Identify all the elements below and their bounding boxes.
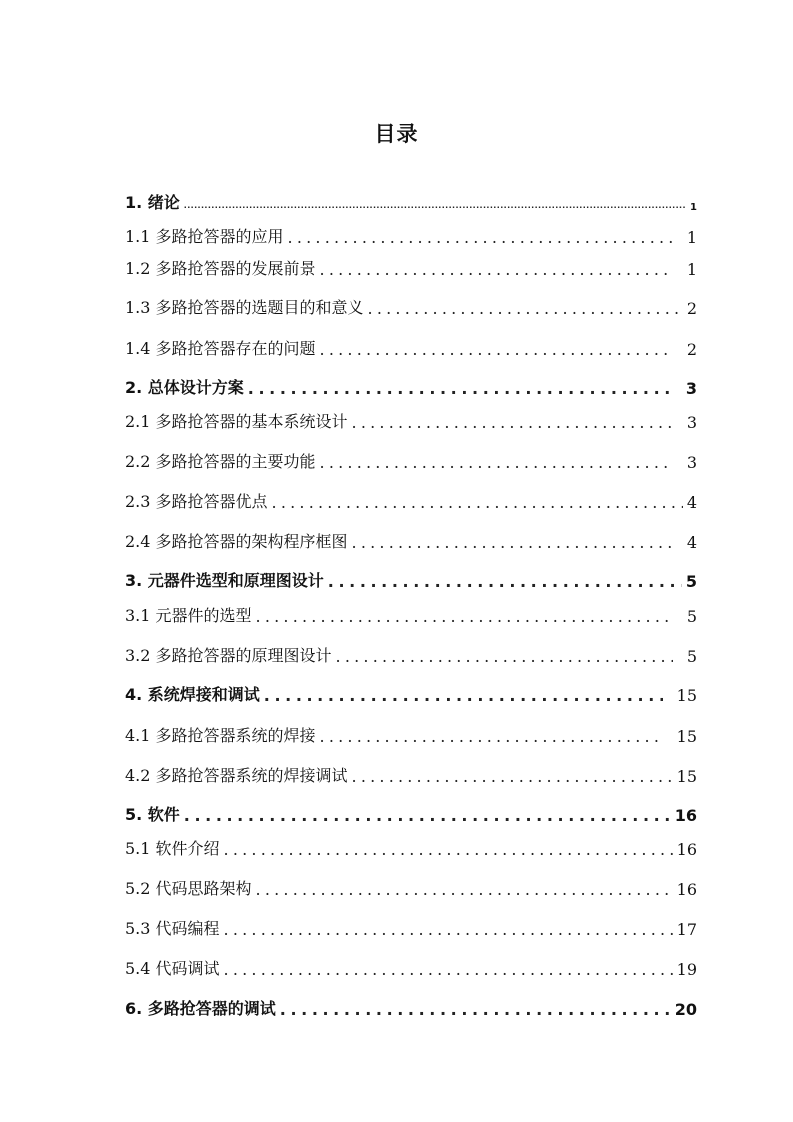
- toc-entry-5-3[interactable]: [125, 916, 697, 939]
- toc-entry-page: 15: [676, 767, 697, 786]
- dot-leader: [288, 228, 673, 247]
- toc-entry-label: 2.3 多路抢答器优点: [125, 492, 268, 511]
- toc-entry-label: 1.3 多路抢答器的选题目的和意义: [125, 298, 364, 317]
- toc-entry-1-3[interactable]: [125, 295, 697, 318]
- toc-entry-5-1[interactable]: [125, 836, 697, 859]
- toc-entry-label: 1.2 多路抢答器的发展前景: [125, 259, 316, 278]
- dot-leader: [224, 840, 673, 859]
- toc-entry-label: 3. 元器件选型和原理图设计: [125, 571, 324, 590]
- toc-entry-page: 2: [686, 299, 697, 318]
- toc-entry-2[interactable]: [125, 375, 697, 398]
- toc-entry-2-1[interactable]: [125, 409, 697, 432]
- toc-entry-page: 16: [676, 880, 697, 899]
- toc-entry-page: 3: [685, 379, 697, 398]
- toc-entry-label: 4. 系统焊接和调试: [125, 685, 260, 704]
- toc-entry-1[interactable]: [125, 190, 697, 213]
- dot-leader: [224, 960, 673, 979]
- toc-entry-1-1[interactable]: [125, 224, 697, 247]
- toc-entry-page: 16: [674, 806, 697, 825]
- toc-entry-1-4[interactable]: [125, 336, 697, 359]
- dot-leader: [256, 607, 673, 626]
- toc-entry-2-2[interactable]: [125, 449, 697, 472]
- toc-entry-4-2[interactable]: [125, 763, 697, 786]
- toc-entry-6[interactable]: [125, 996, 697, 1019]
- toc-entry-label: 4.2 多路抢答器系统的焊接调试: [125, 766, 348, 785]
- toc-entry-2-4[interactable]: [125, 529, 697, 552]
- dot-leader: [184, 201, 686, 210]
- toc-entry-4-1[interactable]: [125, 723, 697, 746]
- toc-entry-page: 4: [686, 493, 697, 512]
- toc-entry-3-1[interactable]: [125, 603, 697, 626]
- dot-leader: [184, 806, 671, 825]
- toc-entry-label: 1.1 多路抢答器的应用: [125, 227, 284, 246]
- toc-entry-label: 2. 总体设计方案: [125, 378, 244, 397]
- toc-entry-page: 1: [686, 228, 697, 247]
- toc-entry-page: 5: [685, 572, 697, 591]
- toc-entry-4[interactable]: [125, 682, 697, 705]
- toc-entry-label: 2.4 多路抢答器的架构程序框图: [125, 532, 348, 551]
- dot-leader: [352, 533, 673, 552]
- dot-leader: [352, 767, 673, 786]
- toc-entry-page: 1: [690, 202, 697, 213]
- toc-entry-3-2[interactable]: [125, 643, 697, 666]
- toc-entry-page: 15: [676, 686, 697, 705]
- dot-leader: [336, 647, 673, 666]
- toc-entry-5-4[interactable]: [125, 956, 697, 979]
- toc-entry-label: 3.2 多路抢答器的原理图设计: [125, 646, 332, 665]
- toc-entry-page: 4: [686, 533, 697, 552]
- toc-entry-label: 1.4 多路抢答器存在的问题: [125, 339, 316, 358]
- dot-leader: [256, 880, 673, 899]
- dot-leader: [248, 379, 672, 398]
- toc-entry-5[interactable]: [125, 802, 697, 825]
- toc-entry-page: 20: [674, 1000, 697, 1019]
- toc-title: 目录: [374, 122, 419, 146]
- toc-entry-page: 16: [676, 840, 697, 859]
- toc-entry-label: 1. 绪论: [125, 193, 180, 212]
- toc-entry-label: 5.2 代码思路架构: [125, 879, 252, 898]
- toc-entry-page: 5: [686, 607, 697, 626]
- toc-entry-label: 2.1 多路抢答器的基本系统设计: [125, 412, 348, 431]
- toc-entry-page: 2: [686, 340, 697, 359]
- toc-entry-page: 15: [676, 727, 697, 746]
- toc-entry-label: 5.1 软件介绍: [125, 839, 220, 858]
- dot-leader: [328, 572, 682, 591]
- toc-entry-page: 3: [686, 453, 697, 472]
- toc-entry-page: 5: [686, 647, 697, 666]
- dot-leader: [320, 260, 673, 279]
- toc-entry-page: 3: [686, 413, 697, 432]
- toc-entry-label: 4.1 多路抢答器系统的焊接: [125, 726, 316, 745]
- toc-entry-label: 5.4 代码调试: [125, 959, 220, 978]
- dot-leader: [264, 686, 663, 705]
- dot-leader: [224, 920, 673, 939]
- dot-leader: [320, 727, 663, 746]
- toc-entry-2-3[interactable]: [125, 489, 697, 512]
- dot-leader: [280, 1000, 671, 1019]
- toc-entry-3[interactable]: [125, 568, 697, 591]
- dot-leader: [320, 340, 673, 359]
- toc-entry-5-2[interactable]: [125, 876, 697, 899]
- toc-entry-label: 2.2 多路抢答器的主要功能: [125, 452, 316, 471]
- toc-entry-page: 17: [676, 920, 697, 939]
- dot-leader: [368, 299, 683, 318]
- toc-entry-label: 5.3 代码编程: [125, 919, 220, 938]
- toc-entry-label: 3.1 元器件的选型: [125, 606, 252, 625]
- toc-entry-page: 19: [676, 960, 697, 979]
- dot-leader: [320, 453, 673, 472]
- dot-leader: [352, 413, 673, 432]
- toc-entry-label: 5. 软件: [125, 805, 180, 824]
- dot-leader: [272, 493, 683, 512]
- toc-entry-1-2[interactable]: [125, 256, 697, 279]
- toc-entry-label: 6. 多路抢答器的调试: [125, 999, 276, 1018]
- toc-entry-page: 1: [686, 260, 697, 279]
